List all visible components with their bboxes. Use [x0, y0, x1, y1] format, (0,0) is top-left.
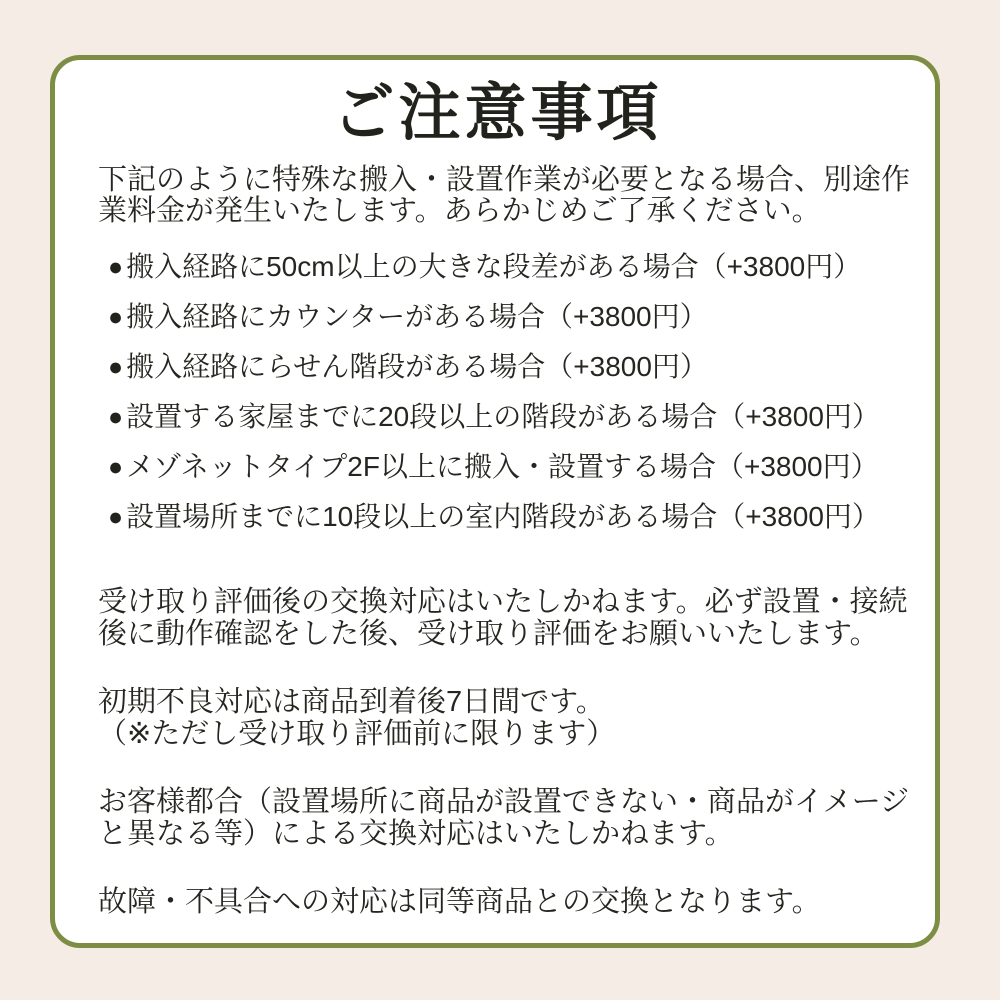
bullet-icon: ● — [108, 402, 124, 431]
bullet-icon: ● — [108, 252, 124, 281]
list-item — [108, 452, 897, 482]
note-paragraph — [98, 586, 908, 651]
notice-card — [50, 55, 940, 948]
note-paragraph — [98, 886, 897, 918]
list-item-text: 搬入経路にらせん階段がある場合（+3800円） — [126, 351, 708, 383]
list-item-text: 搬入経路にカウンターがある場合（+3800円） — [126, 301, 708, 333]
intro-line: 下記のように特殊な搬入・設置作業が必要となる場合、別途作 — [98, 164, 911, 197]
list-item — [108, 302, 897, 332]
note-paragraph — [98, 786, 910, 851]
list-item — [108, 252, 897, 282]
list-item-text: 設置する家屋までに20段以上の階段がある場合（+3800円） — [126, 401, 880, 433]
note-line: 初期不良対応は商品到着後7日間です。 — [98, 686, 605, 719]
list-item-text: 搬入経路に50cm以上の大きな段差がある場合（+3800円） — [126, 251, 862, 283]
list-item — [108, 352, 897, 382]
note-line: 後に動作確認をした後、受け取り評価をお願いいたします。 — [98, 618, 879, 651]
surcharge-list — [98, 252, 897, 532]
list-item-text: 設置場所までに10段以上の室内階段がある場合（+3800円） — [126, 501, 880, 533]
bullet-icon: ● — [108, 502, 124, 531]
list-item — [108, 402, 897, 432]
note-line: お客様都合（設置場所に商品が設置できない・商品がイメージ — [98, 786, 910, 819]
notes-section — [98, 586, 910, 919]
intro-paragraph — [98, 164, 911, 228]
bullet-icon: ● — [108, 352, 124, 381]
bullet-icon: ● — [108, 452, 124, 481]
note-paragraph — [98, 686, 897, 750]
bullet-icon: ● — [108, 302, 124, 331]
note-line: （※ただし受け取り評価前に限ります） — [98, 718, 616, 751]
note-line: 受け取り評価後の交換対応はいたしかねます。必ず設置・接続 — [98, 586, 908, 619]
page-title: ご注意事項 — [332, 79, 663, 148]
note-line: 故障・不具合への対応は同等商品との交換となります。 — [98, 886, 821, 919]
intro-line: 業料金が発生いたします。あらかじめご了承ください。 — [98, 195, 821, 228]
list-item-text: メゾネットタイプ2F以上に搬入・設置する場合（+3800円） — [126, 451, 879, 483]
note-line: と異なる等）による交換対応はいたしかねます。 — [98, 818, 734, 851]
list-item — [108, 502, 897, 532]
